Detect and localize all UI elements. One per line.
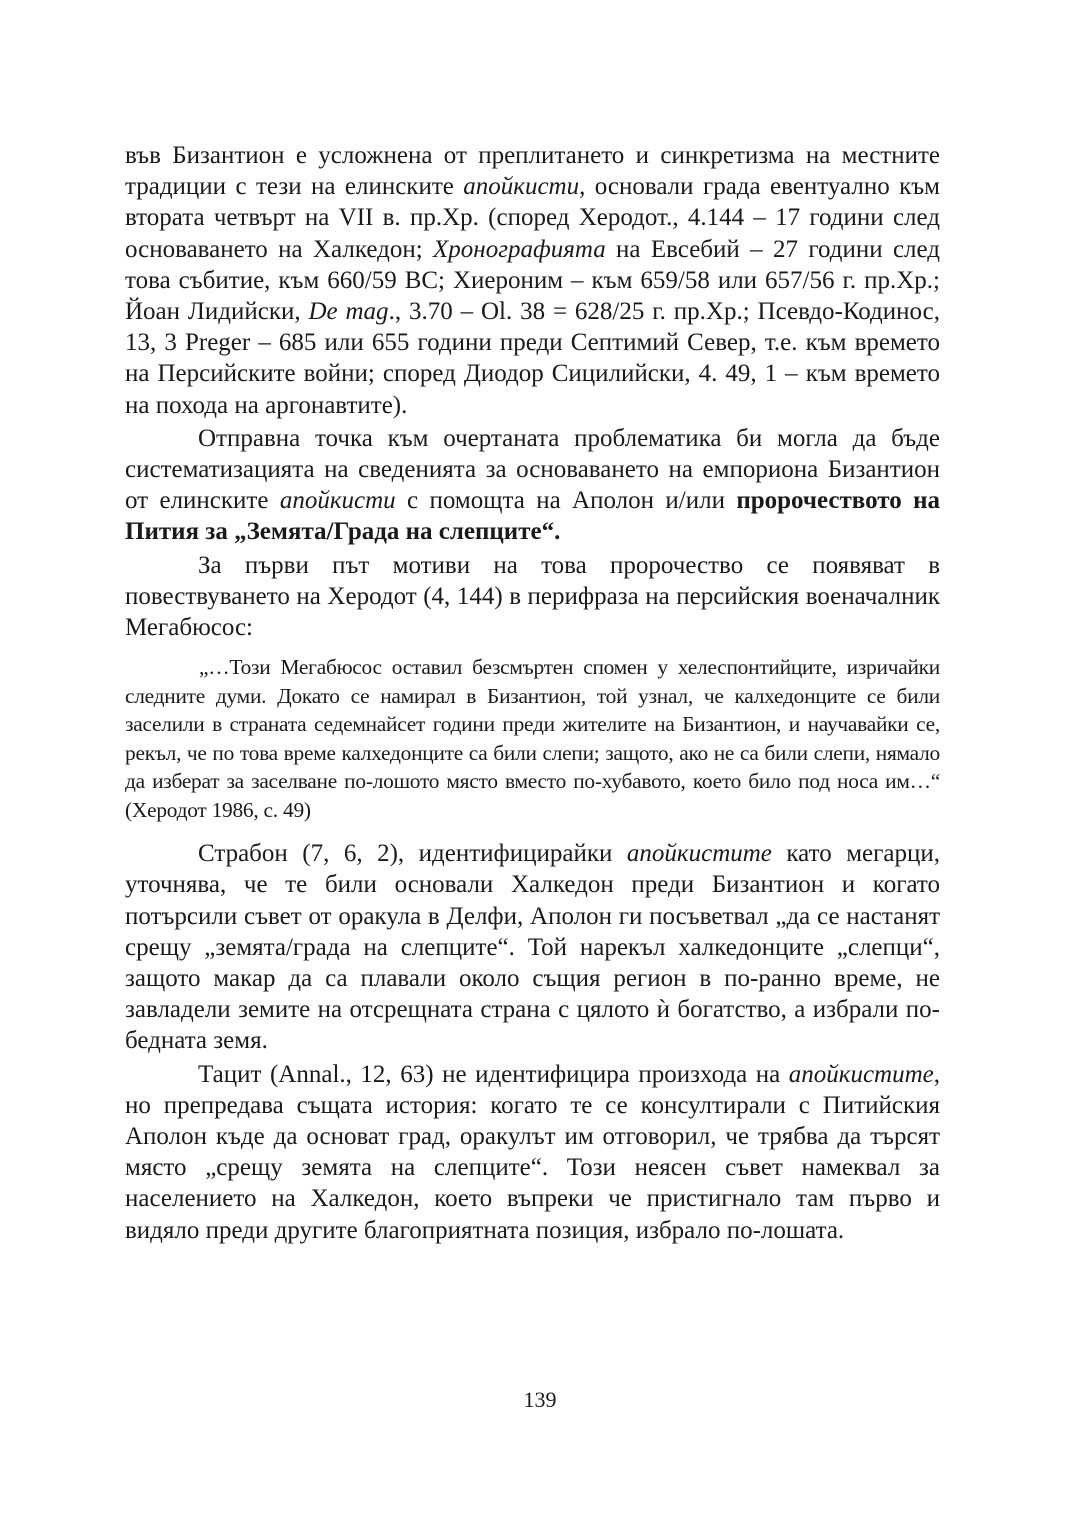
page-body <box>125 140 940 1246</box>
italic-term: De mag <box>308 298 389 326</box>
text-run: като мегарци, уточнява, че те били основали Халкедон преди Бизантион и когато потърсили съвет от оракула в Делфи, Аполон ги посъветвал „да се настанят срещу „земята/града на слепците“. Той нарекъл халкедонците „слепци“, защото макар да са плавали около същия регион в по-ранно време, не завладели земите на отсрещната страна с цялото ѝ богатство, а избрали по-бедната земя. <box>125 840 940 1055</box>
text-run: Отправна точка към очертаната проблематика би могла да бъде систематизацията на сведенията за основаването на емпориона Бизантион от елинските <box>125 424 940 515</box>
italic-term: апойкистите <box>626 840 772 868</box>
text-run: , но препредава същата история: когато те се консултирали с Питийския Аполон къде да основат град, оракулът им отговорил, че трябва да търсят място „срещу земята на слепците“. Този неясен съвет намеквал за населението на Халкедон, което въпреки че пристигнало там първо и видяло преди другите благоприятната позиция, избрало по-лошата. <box>125 1060 940 1244</box>
bold-phrase: пророчеството на Пития за „Земята/Града на слепците“. <box>125 487 940 546</box>
text-flow <box>125 140 940 1246</box>
text-run: Страбон (7, 6, 2), идентифицирайки <box>198 840 627 868</box>
page-number: 139 <box>523 1387 557 1412</box>
italic-term: Хронографията <box>433 235 606 263</box>
text-run: Тацит (Annal., 12, 63) не идентифицира произхода на <box>198 1060 789 1088</box>
paragraph-starting-point <box>125 423 940 548</box>
italic-term: апойкисти <box>463 173 580 201</box>
text-run: във Бизантион е усложнена от преплитането и синкретизма на местните традиции с тези на елинските <box>125 142 940 201</box>
italic-term: апойкисти <box>279 487 396 515</box>
text-run: „…Този Мегабюсос оставил безсмъртен спомен у хелеспонтийците, изричайки следните думи. Докато се намирал в Бизантион, той узнал, че калхедонците се били заселили в страната седемнайсет години преди жителите на Бизантион, и научавайки се, рекъл, че по това време калхедонците са били слепи; защото, ако не са били слепи, нямало да изберат за заселване по-лошото място вместо по-хубавото, което било под носа им…“ (Херодот 1986, с. 49) <box>125 655 940 822</box>
text-run: За първи път мотиви на това пророчество се появяват в повествуването на Херодот (4, 144) в перифраза на персийския военачалник Мегабюсос: <box>125 551 940 642</box>
italic-term: апойкистите <box>788 1060 934 1088</box>
paragraph-herodotus <box>125 550 940 644</box>
block-quote-herodotus <box>125 653 940 824</box>
paragraph-tacitus <box>125 1059 940 1246</box>
text-run: с помощта на Аполон и/или <box>395 487 737 515</box>
text-run: ., 3.70 – Ol. 38 = 628/25 г. пр.Хр.; Псевдо-Кодинос, 13, 3 Preger – 685 или 655 години преди Септимий Север, т.е. към времето на Персийските войни; според Диодор Сицилийски, 4. 49, 1 – към времето на похода на аргонавтите). <box>125 298 940 419</box>
text-run: на Евсебий – 27 години след това събитие, към 660/59 ВС; Хиероним – към 659/58 или 657/56 г. пр.Хр.; Йоан Лидийски, <box>125 235 940 326</box>
text-run: , основали града евентуално към втората четвърт на VII в. пр.Хр. (според Херодот., 4.144 – 17 години след основаването на Халкедон; <box>125 173 941 263</box>
paragraph-continuation <box>125 140 940 421</box>
paragraph-strabo <box>125 838 940 1056</box>
